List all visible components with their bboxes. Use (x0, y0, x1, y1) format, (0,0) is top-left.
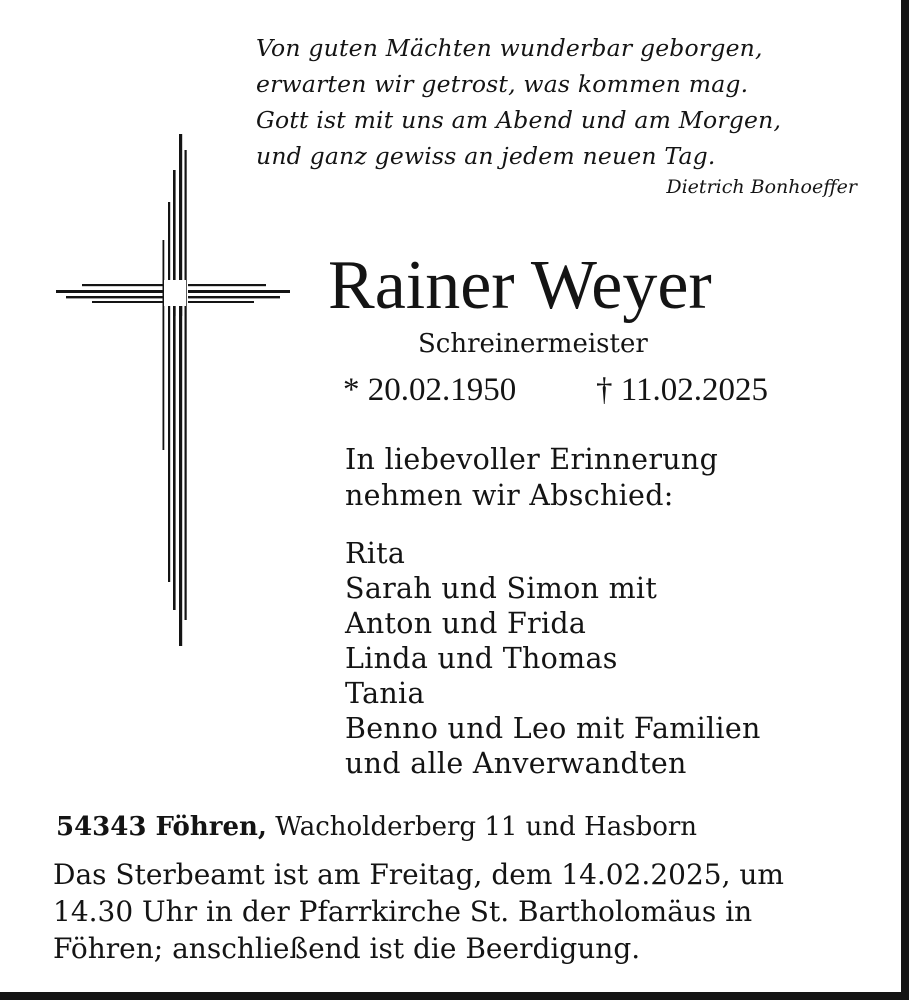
birth-date: * 20.02.1950 (343, 372, 517, 408)
deceased-profession: Schreinermeister (418, 329, 648, 359)
mourner-item: Sarah und Simon mit (345, 572, 658, 605)
mourners-list (345, 536, 761, 781)
quote-line: und ganz gewiss an jedem neuen Tag. (256, 142, 716, 170)
farewell-line: In liebevoller Erinnerung (345, 443, 719, 476)
farewell-line: nehmen wir Abschied: (345, 479, 674, 512)
mourner-item: Tania (345, 677, 425, 710)
quote-line: erwarten wir getrost, was kommen mag. (256, 70, 749, 98)
death-date: † 11.02.2025 (596, 372, 769, 408)
quote-author: Dietrich Bonhoeffer (666, 176, 857, 198)
notice-line: Das Sterbeamt ist am Freitag, dem 14.02.2025, um (53, 858, 784, 891)
deceased-name: Rainer Weyer (328, 247, 712, 324)
cross-icon (52, 130, 294, 650)
quote-line: Gott ist mit uns am Abend und am Morgen, (256, 106, 782, 134)
farewell-text (345, 442, 718, 514)
mourner-item: Linda und Thomas (345, 642, 618, 675)
notice-line: 14.30 Uhr in der Pfarrkirche St. Bartholomäus in (53, 895, 753, 928)
funeral-notice (53, 856, 873, 967)
mourner-item: und alle Anverwandten (345, 747, 687, 780)
mourner-item: Benno und Leo mit Familien (345, 712, 761, 745)
address-city: 54343 Föhren, (56, 812, 267, 842)
bonhoeffer-quote (256, 30, 866, 174)
address (56, 808, 697, 846)
notice-line: Föhren; anschließend ist die Beerdigung. (53, 932, 641, 965)
mourner-item: Rita (345, 537, 406, 570)
mourner-item: Anton und Frida (345, 607, 587, 640)
address-street: Wacholderberg 11 und Hasborn (275, 812, 698, 842)
quote-line: Von guten Mächten wunderbar geborgen, (256, 34, 763, 62)
